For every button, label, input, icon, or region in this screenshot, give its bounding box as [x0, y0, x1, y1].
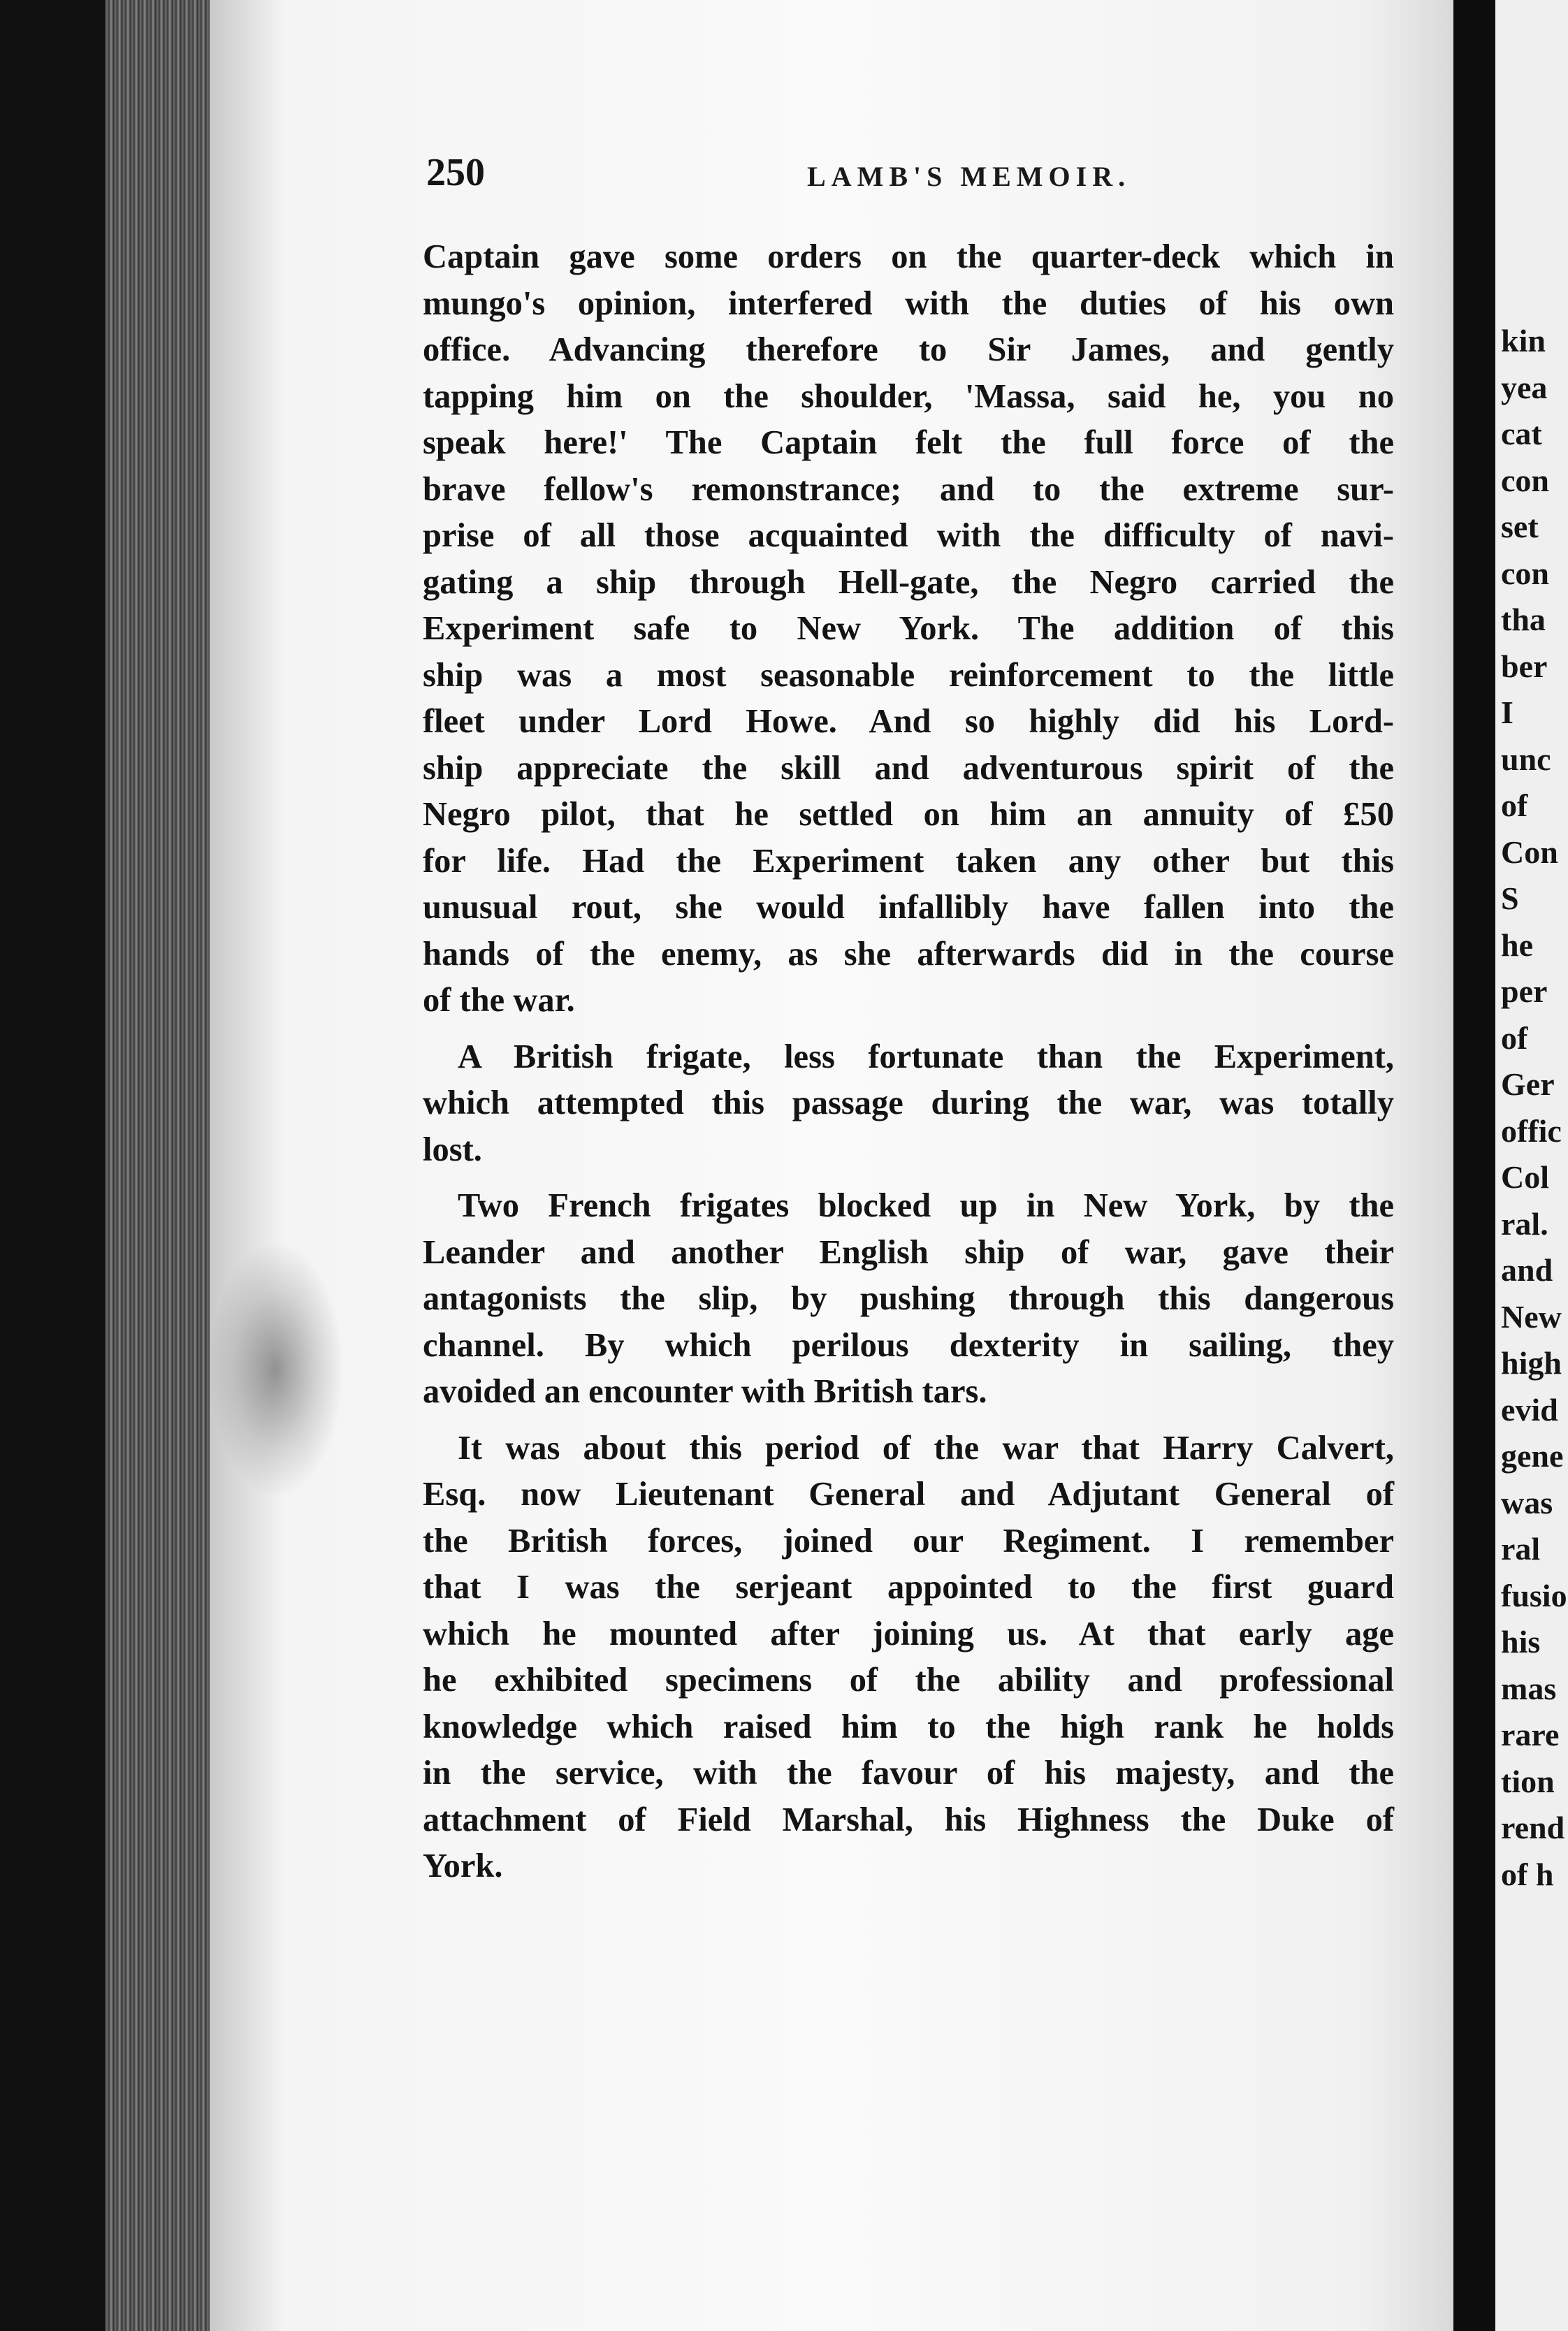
facing-page-fragment: Con: [1501, 834, 1558, 870]
facing-page-fragment: con: [1501, 555, 1549, 591]
facing-page: [1495, 0, 1568, 2331]
text-line: unusual rout, she would infallibly have fallen into the: [423, 889, 1394, 926]
text-line: antagonists the slip, by pushing through this dangerous: [423, 1280, 1394, 1317]
facing-page-fragment: ral.: [1501, 1205, 1548, 1242]
page-number: 250: [426, 151, 485, 194]
text-line: ship was a most seasonable reinforcement to the little: [423, 656, 1394, 694]
facing-page-fragment: per: [1501, 973, 1548, 1009]
facing-page-fragment: high: [1501, 1345, 1562, 1381]
text-line: Leander and another English ship of war, gave their: [423, 1233, 1394, 1271]
facing-page-fragment: cat: [1501, 416, 1542, 451]
facing-page-fragment: set: [1501, 509, 1539, 544]
text-line: attachment of Field Marshal, his Highness the Duke of: [423, 1801, 1394, 1838]
facing-page-fragment: tha: [1501, 602, 1546, 637]
ink-blotch: [210, 1244, 342, 1495]
text-line: brave fellow's remonstrance; and to the extreme sur-: [423, 470, 1394, 508]
facing-page-fragment: ber: [1501, 648, 1548, 684]
text-line: hands of the enemy, as she afterwards did in the course: [423, 935, 1394, 973]
facing-page-fragment: his: [1501, 1624, 1541, 1660]
facing-page-fragment: of: [1501, 787, 1528, 823]
text-line: which attempted this passage during the war, was totally: [423, 1084, 1394, 1121]
text-line: Negro pilot, that he settled on him an annuity of £50: [423, 796, 1394, 833]
book-spine: [0, 0, 105, 2331]
text-line: avoided an encounter with British tars.: [423, 1373, 987, 1410]
text-line: A British frigate, less fortunate than the Experiment,: [458, 1038, 1394, 1075]
text-line: which he mounted after joining us. At that early age: [423, 1615, 1394, 1653]
text-line: It was about this period of the war that Harry Calvert,: [458, 1429, 1394, 1467]
facing-page-fragment: he: [1501, 927, 1533, 963]
text-line: tapping him on the shoulder, 'Massa, said he, you no: [423, 377, 1394, 415]
page-edges: [105, 0, 224, 2331]
facing-page-fragment: rare: [1501, 1717, 1560, 1752]
facing-page-fragment: Col: [1501, 1159, 1549, 1195]
paragraph: [423, 1034, 1394, 1174]
paragraph: [423, 1183, 1394, 1416]
text-line: channel. By which perilous dexterity in sailing, they: [423, 1326, 1394, 1364]
text-line: fleet under Lord Howe. And so highly did his Lord-: [423, 703, 1394, 740]
text-line: gating a ship through Hell-gate, the Negro carried the: [423, 563, 1394, 601]
page-header: [426, 150, 1394, 199]
facing-page-fragment: S: [1501, 880, 1519, 916]
text-line: ship appreciate the skill and adventurous spirit of the: [423, 749, 1394, 787]
facing-page-fragment: evid: [1501, 1391, 1558, 1428]
facing-page-fragment: yea: [1501, 369, 1548, 405]
facing-page-fragment: of: [1501, 1019, 1528, 1056]
facing-page-fragment: unc: [1501, 741, 1551, 777]
facing-page-fragment: tion: [1501, 1763, 1555, 1799]
body-text: [423, 234, 1394, 1890]
text-line: Experiment safe to New York. The addition of this: [423, 610, 1394, 647]
facing-page-fragment: fusio: [1501, 1577, 1567, 1613]
text-line: prise of all those acquainted with the difficulty of navi-: [423, 517, 1394, 554]
facing-page-fragment: mas: [1501, 1670, 1557, 1706]
facing-page-fragment: New: [1501, 1298, 1562, 1335]
text-line: Esq. now Lieutenant General and Adjutant General of: [423, 1476, 1394, 1513]
text-line: in the service, with the favour of his majesty, and the: [423, 1755, 1394, 1792]
text-line: for life. Had the Experiment taken any other but this: [423, 842, 1394, 880]
text-line: speak here!' The Captain felt the full force of the: [423, 424, 1394, 461]
text-line: Two French frigates blocked up in New York, by the: [458, 1187, 1394, 1224]
text-line: York.: [423, 1847, 503, 1885]
text-line: that I was the serjeant appointed to the first guard: [423, 1569, 1394, 1606]
page-gutter: [1453, 0, 1498, 2331]
facing-page-fragment: I: [1501, 695, 1513, 730]
paragraph: [423, 234, 1394, 1024]
facing-page-fragment: con: [1501, 462, 1549, 498]
facing-page-fragment: Ger: [1501, 1066, 1555, 1102]
facing-page-fragment: of h: [1501, 1856, 1554, 1892]
facing-page-fragment: gene: [1501, 1438, 1564, 1474]
text-line: Captain gave some orders on the quarter-deck which in: [423, 238, 1394, 275]
facing-page-fragment: rend: [1501, 1810, 1565, 1845]
facing-page-fragment: offic: [1501, 1112, 1562, 1149]
facing-page-fragment: kin: [1501, 323, 1546, 358]
text-line: of the war.: [423, 982, 575, 1019]
text-line: office. Advancing therefore to Sir James, and gently: [423, 331, 1394, 368]
facing-page-fragment: and: [1501, 1252, 1553, 1288]
facing-page-fragment: was: [1501, 1484, 1553, 1520]
text-line: knowledge which raised him to the high rank he holds: [423, 1708, 1394, 1745]
facing-page-fragment: ral: [1501, 1531, 1541, 1567]
text-line: the British forces, joined our Regiment. I remember: [423, 1522, 1394, 1560]
text-line: mungo's opinion, interfered with the duties of his own: [423, 284, 1394, 322]
text-line: he exhibited specimens of the ability and professional: [423, 1662, 1394, 1699]
text-line: lost.: [423, 1131, 482, 1168]
facing-page-text: [1501, 318, 1567, 1898]
running-head: LAMB'S MEMOIR.: [807, 161, 1131, 192]
paragraph: [423, 1425, 1394, 1890]
